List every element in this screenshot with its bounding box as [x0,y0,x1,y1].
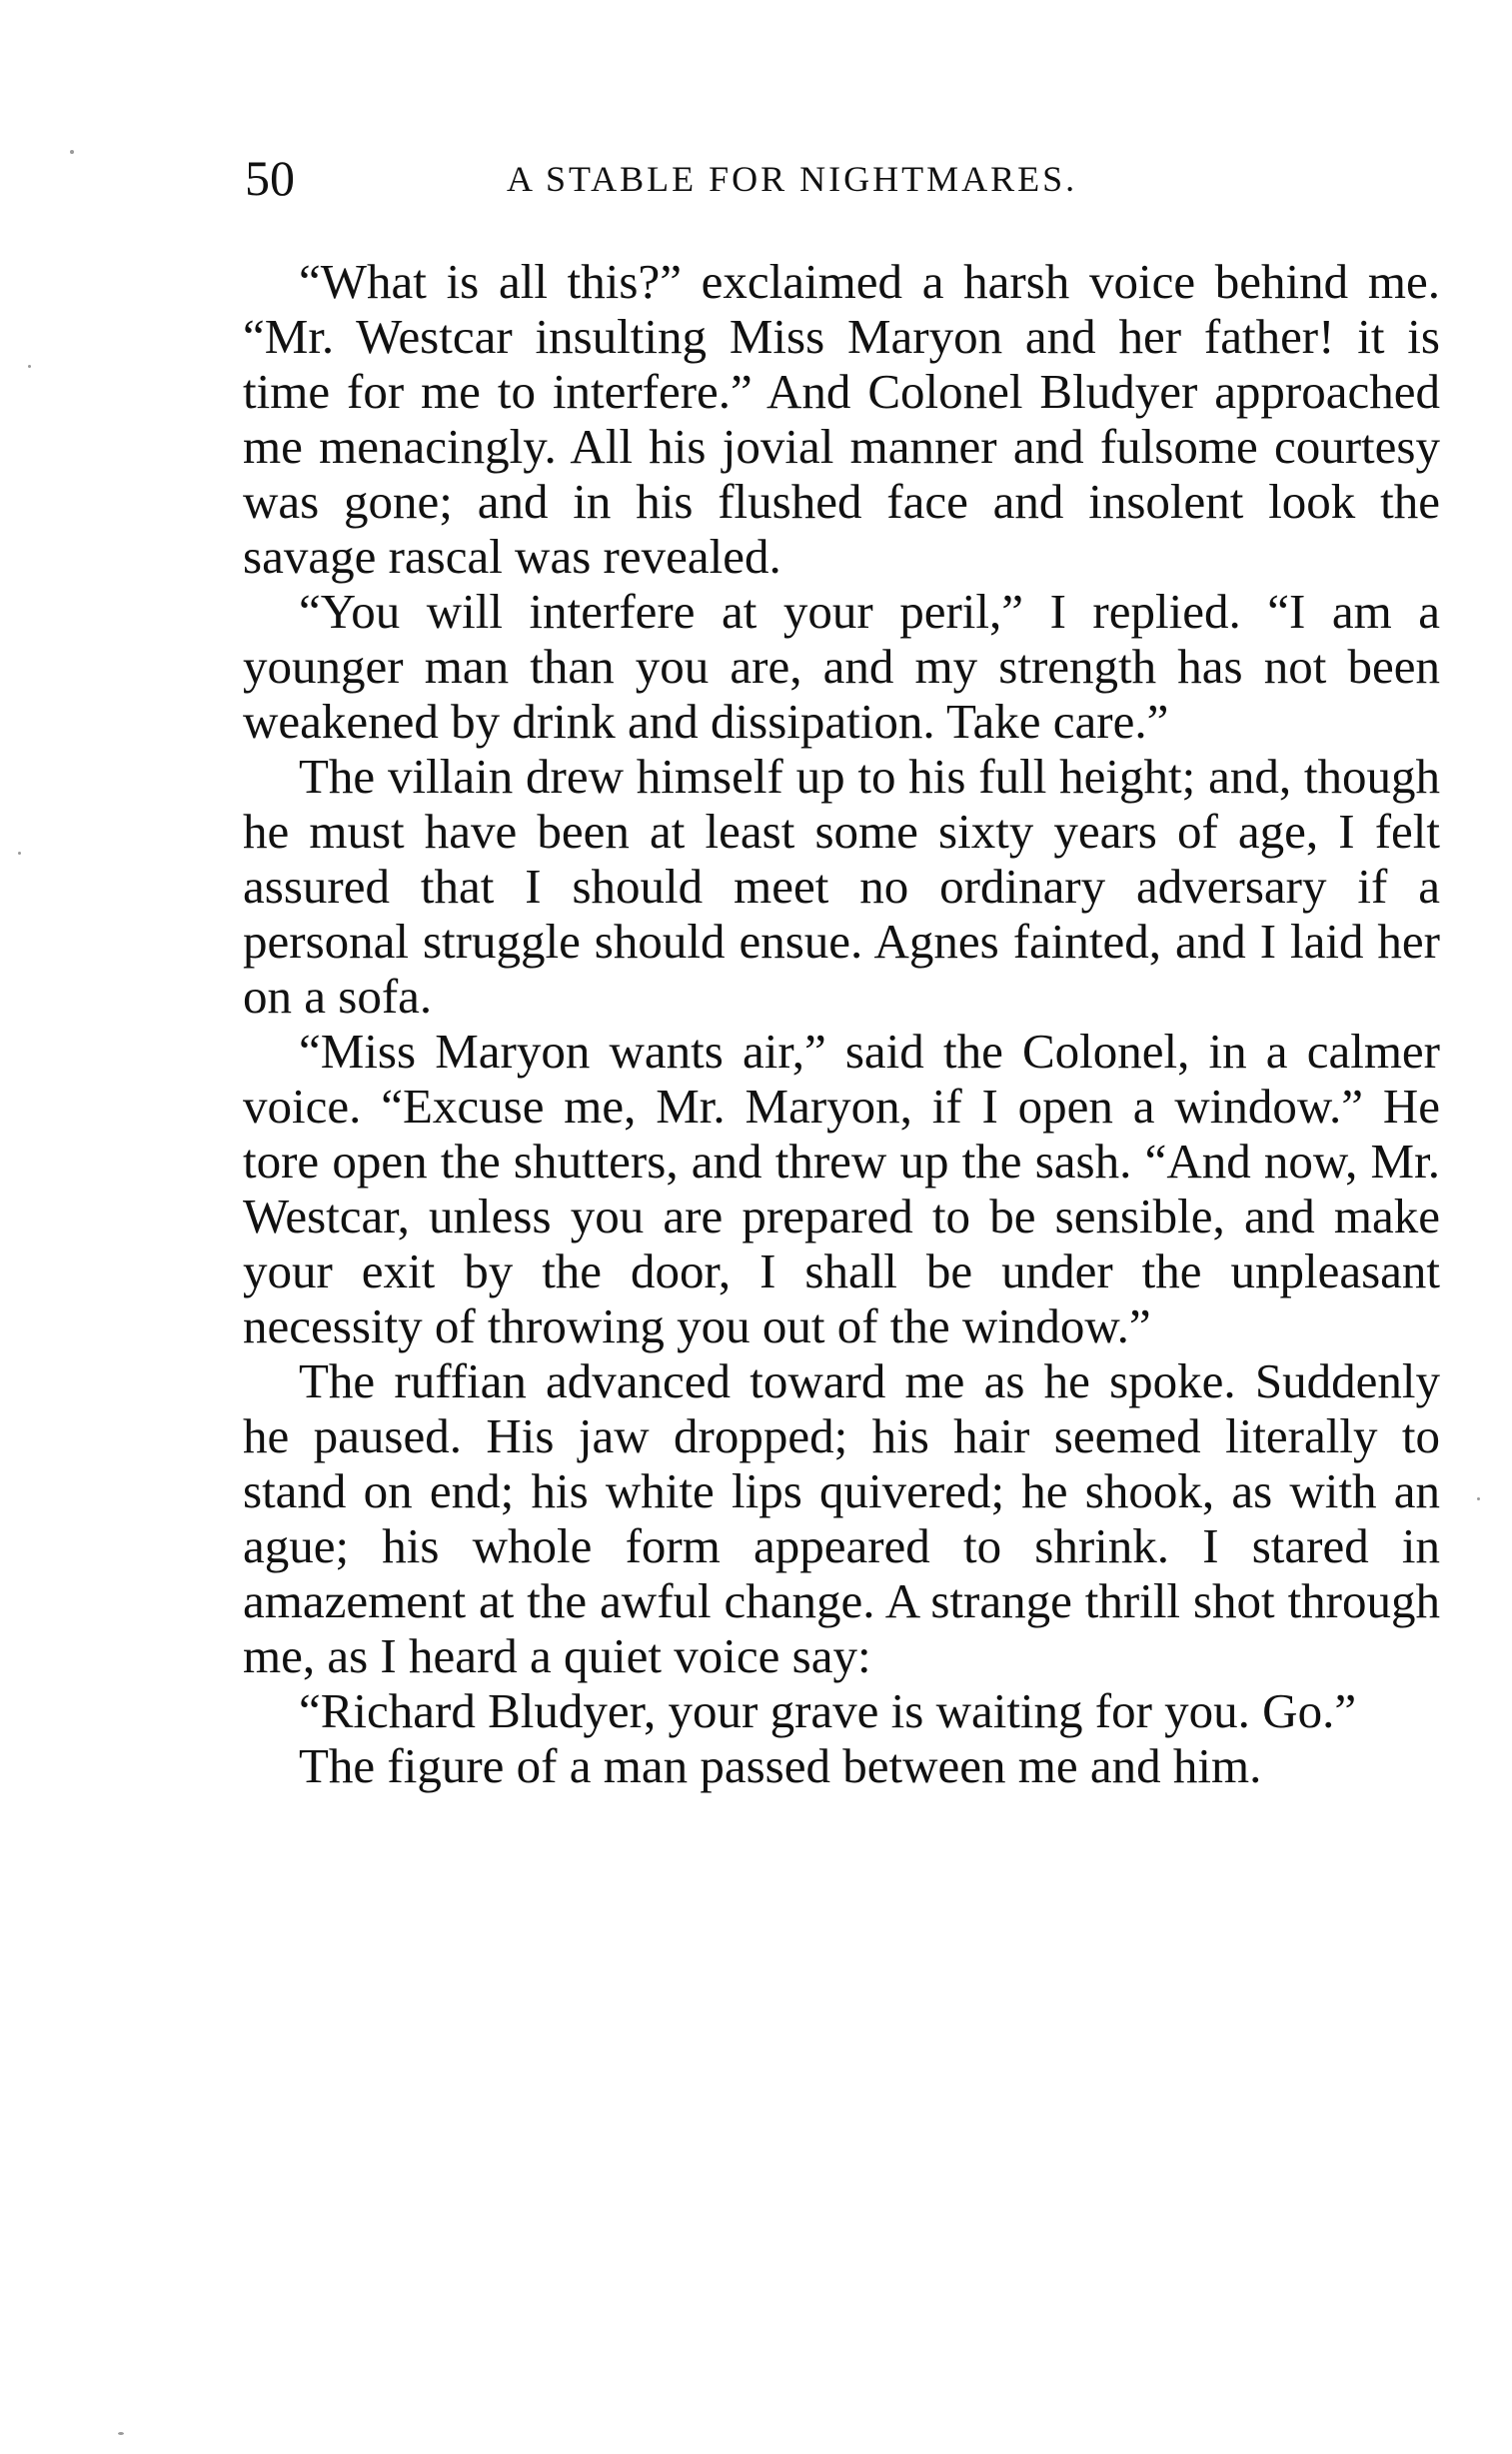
page-number: 50 [245,150,295,206]
page-header [245,148,1244,208]
paper-speck [70,150,74,154]
body-text [243,254,1440,1793]
paragraph: The ruffian advanced toward me as he spoke. Suddenly he paused. His jaw dropped; his hair seemed literally to stand on end; his white lips quivered; he shook, as with an ague; his whole form appeared to shrink. I stared in amazement at the awful change. A strange thrill shot through me, as I heard a quiet voice say: [243,1353,1440,1683]
paragraph: “Miss Maryon wants air,” said the Colonel, in a calmer voice. “Excuse me, Mr. Maryon, if I open a window.” He tore open the shutters, and threw up the sash. “And now, Mr. Westcar, unless you are prepared to be sensible, and make your exit by the door, I shall be under the unpleasant necessity of throwing you out of the window.” [243,1024,1440,1353]
running-title: A STABLE FOR NIGHTMARES. [507,159,1078,199]
paper-speck [1477,1497,1480,1500]
paragraph: “Richard Bludyer, your grave is waiting for you. Go.” [299,1683,1357,1738]
paragraph: The figure of a man passed between me and him. [299,1738,1262,1793]
paragraph: The villain drew himself up to his full height; and, though he must have been at least some sixty years of age, I felt assured that I should meet no ordinary adversary if a personal struggle should ensue. Agnes fainted, and I laid her on a sofa. [243,749,1440,1024]
paragraph: “You will interfere at your peril,” I replied. “I am a younger man than you are, and my strength has not been weakened by drink and dissipation. Take care.” [243,584,1440,749]
paper-speck [28,365,31,368]
paragraph: “What is all this?” exclaimed a harsh voice behind me. “Mr. Westcar insulting Miss Maryon and her father! it is time for me to interfere.” And Colonel Bludyer approached me menacingly. All his jovial manner and fulsome courtesy was gone; and in his flushed face and insolent look the savage rascal was revealed. [243,254,1440,584]
paper-speck [118,2432,124,2435]
paper-speck [18,852,21,855]
